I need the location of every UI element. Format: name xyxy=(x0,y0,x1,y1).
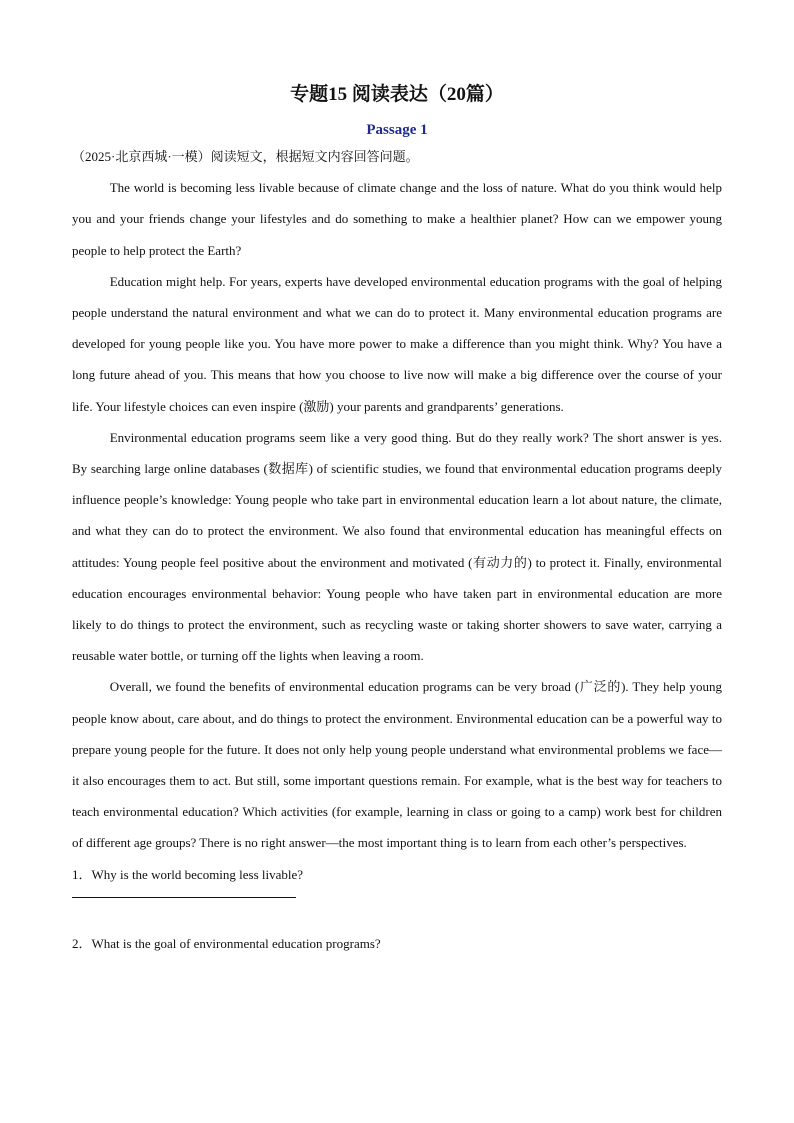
paragraph-1: The world is becoming less livable because of climate change and the loss of nature. What do you think would help you and your friends change your lifestyles and do something to make a healthier planet? How can we empower young people to help protect the Earth? xyxy=(72,180,722,258)
paragraph-4: Overall, we found the benefits of environmental education programs can be very broad (广泛的). They help young people know about, care about, and do things to protect the environment. Environmental education can be a powerful way to prepare young people for the future. It does not only help young people understand what environmental problems we face—it also encourages them to act. But still, some important questions remain. For example, what is the best way for teachers to teach environmental education? Which activities (for example, learning in class or going to a camp) work best for children of different age groups? There is no right answer—the most important thing is to learn from each other’s perspectives. xyxy=(72,679,722,851)
passage-label: Passage 1 xyxy=(366,122,428,138)
instruction-text: （2025·北京西城·一模）阅读短文，根据短文内容回答问题。 xyxy=(72,149,419,164)
question-2: 2．What is the goal of environmental education programs? xyxy=(72,935,381,951)
question-1: 1．Why is the world becoming less livable? xyxy=(72,866,304,882)
document-title: 专题15 阅读表达（20篇） xyxy=(290,84,504,105)
paragraph-3: Environmental education programs seem like a very good thing. But do they really work? The short answer is yes. By searching large online databases (数据库) of scientific studies, we found that environmental education programs deeply influence people’s knowledge: Young people who take part in environmental education learn a lot about nature, the climate, and what they can do to protect the environment. We also found that environmental education has meaningful effects on attitudes: Young people feel positive about the environment and motivated (有动力的) to protect it. Finally, environmental education encourages environmental behavior: Young people who have taken part in environmental education are more likely to do things to protect the environment, such as recycling waste or taking shorter showers to save water, carrying a reusable water bottle, or turning off the lights when leaving a room. xyxy=(72,429,722,664)
paragraph-2: Education might help. For years, experts have developed environmental education programs with the goal of helping people understand the natural environment and what we can do to protect it. Many environmental education programs are developed for young people like you. You have more power to make a difference than you might think. Why? You have a long future ahead of you. This means that how you choose to live now will make a big difference over the course of your life. Your lifestyle choices can even inspire (激励) your parents and grandparents’ generations. xyxy=(72,273,722,414)
document-page xyxy=(72,80,722,959)
answer-line-1[interactable] xyxy=(72,896,296,898)
